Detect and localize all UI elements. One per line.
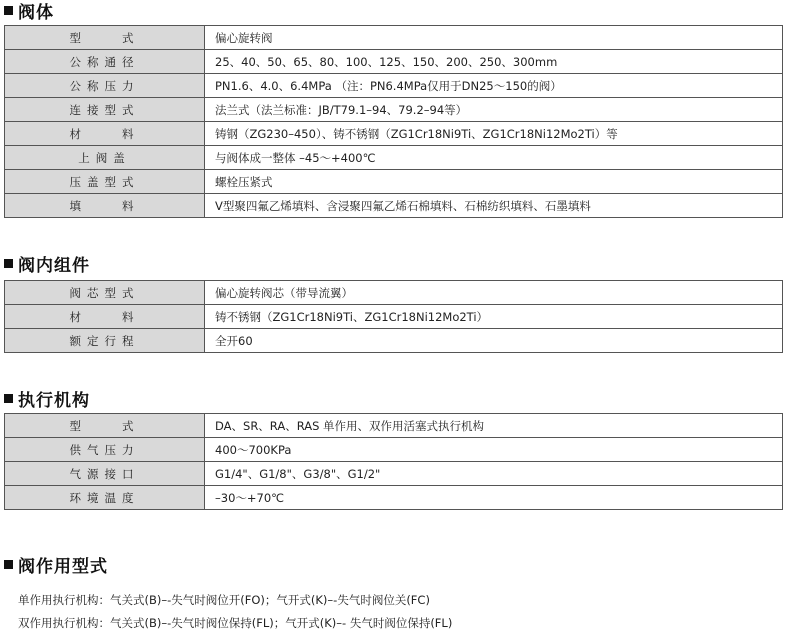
row-value: DA、SR、RA、RAS 单作用、双作用活塞式执行机构 (205, 414, 783, 438)
row-value: V型聚四氟乙烯填料、含浸聚四氟乙烯石棉填料、石棉纺织填料、石墨填料 (205, 194, 783, 218)
section-title-trim (4, 251, 90, 276)
section-title-text: 阀作用型式 (18, 557, 108, 577)
table-row (5, 50, 783, 74)
row-value: 法兰式（法兰标准：JB/T79.1–94、79.2–94等） (205, 98, 783, 122)
row-value: 偏心旋转阀 (205, 26, 783, 50)
row-value: 25、40、50、65、80、100、125、150、200、250、300mm (205, 50, 783, 74)
square-bullet-icon (4, 560, 13, 569)
section-title-actuator (4, 386, 90, 411)
row-value: 偏心旋转阀芯（带导流翼） (205, 281, 783, 305)
table-row (5, 146, 783, 170)
row-value: PN1.6、4.0、6.4MPa （注：PN6.4MPa仅用于DN25～150的阀） (205, 74, 783, 98)
row-label: 供气压力 (5, 438, 205, 462)
table-row (5, 438, 783, 462)
row-label: 连接型式 (5, 98, 205, 122)
row-value: 全开60 (205, 329, 783, 353)
row-label: 填 料 (5, 194, 205, 218)
row-label: 型 式 (5, 414, 205, 438)
table-row (5, 74, 783, 98)
action-type-line-double: 双作用执行机构：气关式(B)–-失气时阀位保持(FL)；气开式(K)–- 失气时阀位保持(FL) (18, 616, 453, 630)
row-label: 上阀盖 (5, 146, 205, 170)
row-label: 额定行程 (5, 329, 205, 353)
section-title-valve-body (4, 0, 54, 23)
table-row (5, 122, 783, 146)
row-label: 公称压力 (5, 74, 205, 98)
table-row (5, 98, 783, 122)
table-row (5, 462, 783, 486)
section-title-text: 阀内组件 (18, 256, 90, 276)
row-label: 阀芯型式 (5, 281, 205, 305)
row-label: 型 式 (5, 26, 205, 50)
row-label: 压盖型式 (5, 170, 205, 194)
table-row (5, 281, 783, 305)
trim-table (4, 280, 783, 353)
row-label: 环境温度 (5, 486, 205, 510)
row-value: 400～700KPa (205, 438, 783, 462)
action-type-line-single: 单作用执行机构：气关式(B)–-失气时阀位开(FO)；气开式(K)–-失气时阀位关(FC) (18, 593, 430, 607)
table-row (5, 305, 783, 329)
row-value: G1/4"、G1/8"、G3/8"、G1/2" (205, 462, 783, 486)
table-row (5, 26, 783, 50)
row-value: 铸不锈钢（ZG1Cr18Ni9Ti、ZG1Cr18Ni12Mo2Ti） (205, 305, 783, 329)
row-label: 公称通径 (5, 50, 205, 74)
row-value: 与阀体成一整体 –45～+400℃ (205, 146, 783, 170)
square-bullet-icon (4, 6, 13, 15)
row-label: 材 料 (5, 305, 205, 329)
row-label: 气源接口 (5, 462, 205, 486)
table-row (5, 414, 783, 438)
valve-body-table (4, 25, 783, 218)
section-title-text: 执行机构 (18, 391, 90, 411)
table-row (5, 329, 783, 353)
section-title-action-type (4, 552, 108, 577)
square-bullet-icon (4, 394, 13, 403)
table-row (5, 170, 783, 194)
actuator-table (4, 413, 783, 510)
row-value: 铸钢（ZG230–450）、铸不锈钢（ZG1Cr18Ni9Ti、ZG1Cr18Ni12Mo2Ti）等 (205, 122, 783, 146)
square-bullet-icon (4, 259, 13, 268)
row-label: 材 料 (5, 122, 205, 146)
row-value: 螺栓压紧式 (205, 170, 783, 194)
table-row (5, 194, 783, 218)
row-value: –30～+70℃ (205, 486, 783, 510)
section-title-text: 阀体 (18, 3, 54, 23)
table-row (5, 486, 783, 510)
